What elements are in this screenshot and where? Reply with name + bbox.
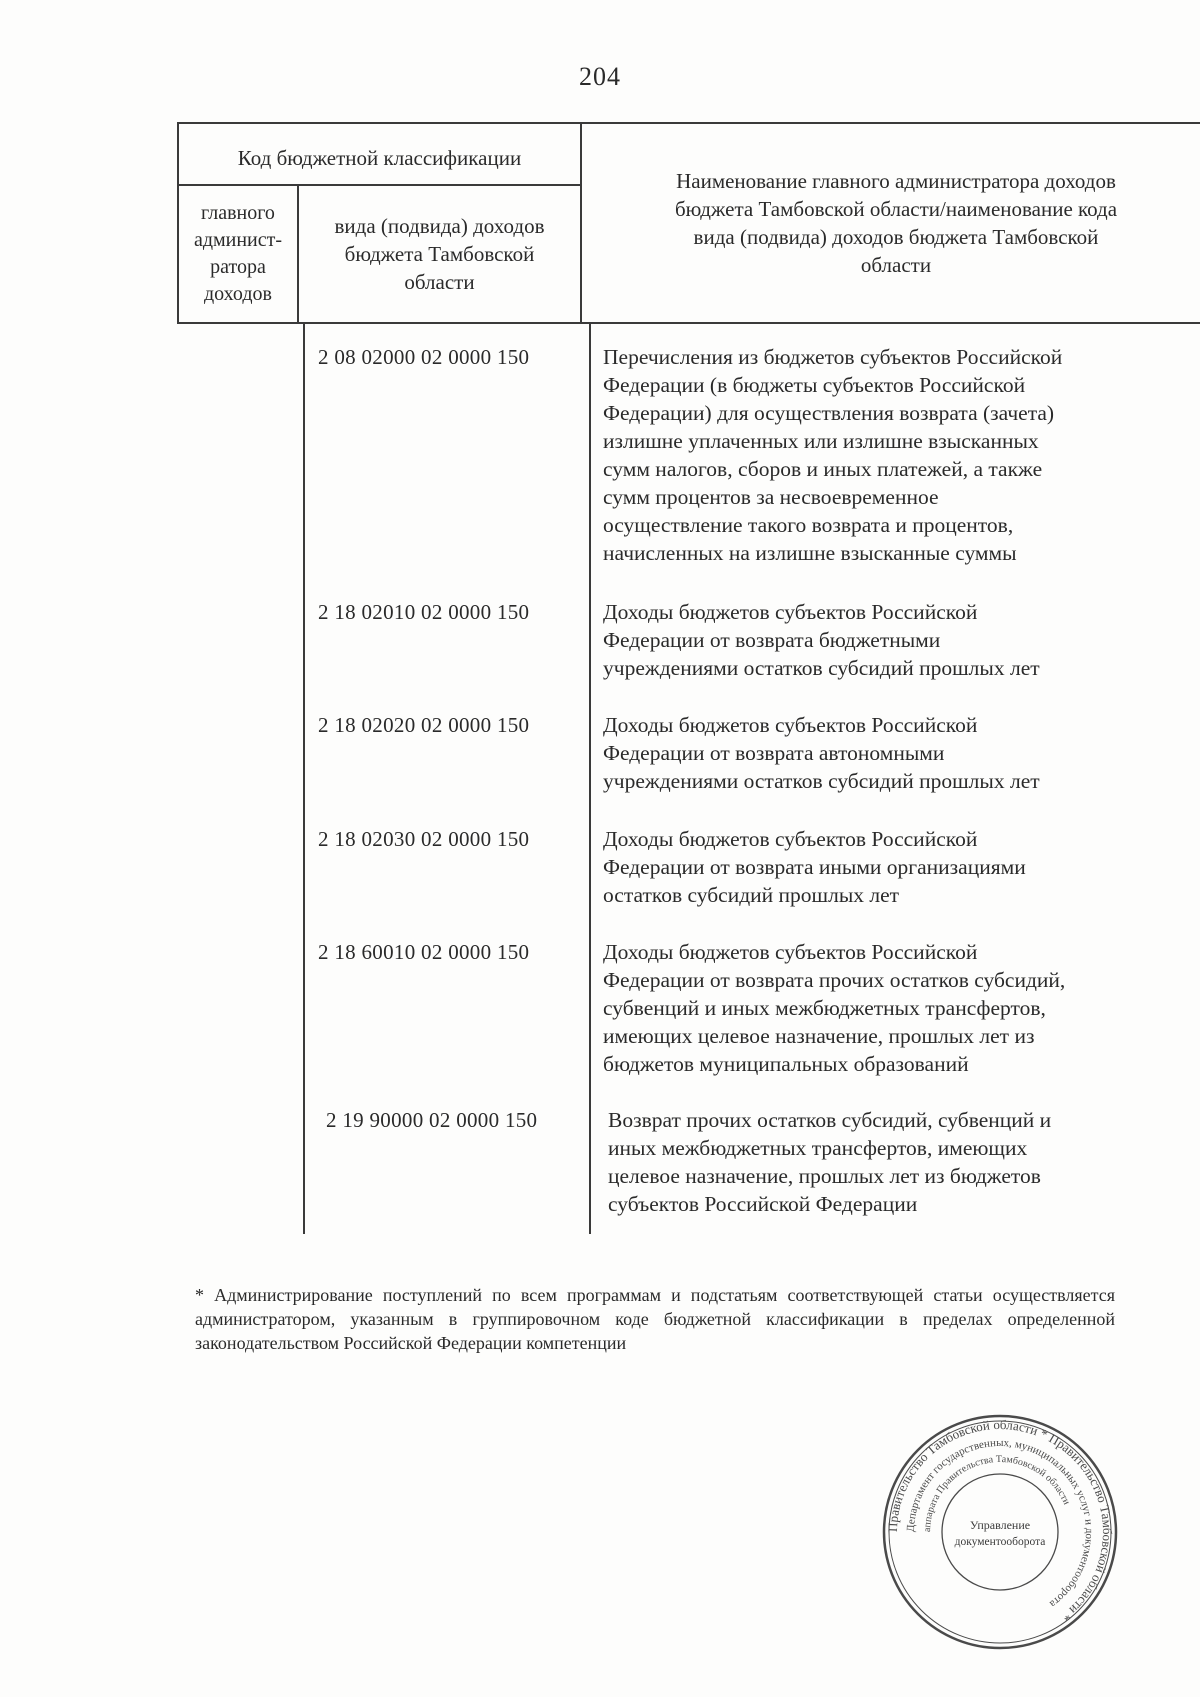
row-text: Доходы бюджетов субъектов Российской Федерации от возврата бюджетными учреждениями остатков субсидий прошлых лет — [603, 600, 1040, 680]
stamp-outer-text: Правительство Тамбовской области * Правительство Тамбовской области * — [884, 1416, 1116, 1625]
row-code: 2 08 02000 02 0000 150 — [318, 345, 530, 369]
header-kind-column — [299, 186, 580, 322]
stamp-center-line1: Управление — [969, 1518, 1031, 1532]
row-code: 2 18 60010 02 0000 150 — [318, 940, 530, 964]
header-code-group-title: Код бюджетной классификации — [179, 124, 580, 186]
header-left-group — [179, 124, 582, 322]
row-text: Доходы бюджетов субъектов Российской Федерации от возврата иными организациями остатков субсидий прошлых лет — [603, 827, 1026, 907]
row-code: 2 18 02010 02 0000 150 — [318, 600, 530, 624]
row-code: 2 18 02030 02 0000 150 — [318, 827, 530, 851]
header-name-column — [582, 124, 1200, 322]
row-code: 2 19 90000 02 0000 150 — [326, 1108, 538, 1132]
row-text: Возврат прочих остатков субсидий, субвенций и иных межбюджетных трансфертов, имеющих целевое назначение, прошлых лет из бюджетов субъектов Российской Федерации — [608, 1108, 1052, 1216]
official-stamp — [880, 1412, 1120, 1652]
row-code: 2 18 02020 02 0000 150 — [318, 713, 530, 737]
stamp-center-line2: документооборота — [954, 1536, 1046, 1548]
column-divider-left — [303, 324, 305, 1234]
stamp-inner-ring — [942, 1474, 1058, 1590]
header-admin-column — [179, 186, 299, 322]
header-name-column-label: Наименование главного администратора доходов бюджета Тамбовской области/наименование кода вида (подвида) доходов бюджета Тамбовской области — [674, 169, 1118, 277]
table-header — [177, 122, 1200, 324]
column-divider-right — [589, 324, 591, 1234]
header-kind-column-label: вида (подвида) доходов бюджета Тамбовской области — [334, 214, 545, 294]
header-admin-column-label: главного админист- ратора доходов — [193, 202, 283, 305]
row-text: Доходы бюджетов субъектов Российской Федерации от возврата автономными учреждениями остатков субсидий прошлых лет — [603, 713, 1040, 793]
row-text: Доходы бюджетов субъектов Российской Федерации от возврата прочих остатков субсидий, субвенций и иных межбюджетных трансфертов, имеющих целевое назначение, прошлых лет из бюджетов муниципальных образований — [603, 940, 1066, 1076]
page-number: 204 — [579, 62, 621, 91]
row-text: Перечисления из бюджетов субъектов Российской Федерации (в бюджеты субъектов Российской Федерации) для осуществления возврата (зачета) излишне уплаченных или излишне взысканных сумм налогов, сборов и иных платежей, а также сумм процентов за несвоевременное осуществление такого возврата и процентов, начисленных на излишне взысканные суммы — [603, 345, 1063, 565]
stamp-middle-text: Департамент государственных, муниципальных услуг и документооборота — [904, 1436, 1096, 1610]
stamp-inner-text: аппарата Правительства Тамбовской области — [921, 1453, 1073, 1533]
footnote: * Администрирование поступлений по всем программам и подстатьям соответствующей статьи осуществляется администратором, указанным в группировочном коде бюджетной классификации в пределах определенной законодательством Российской Федерации компетенции — [195, 1285, 1115, 1353]
